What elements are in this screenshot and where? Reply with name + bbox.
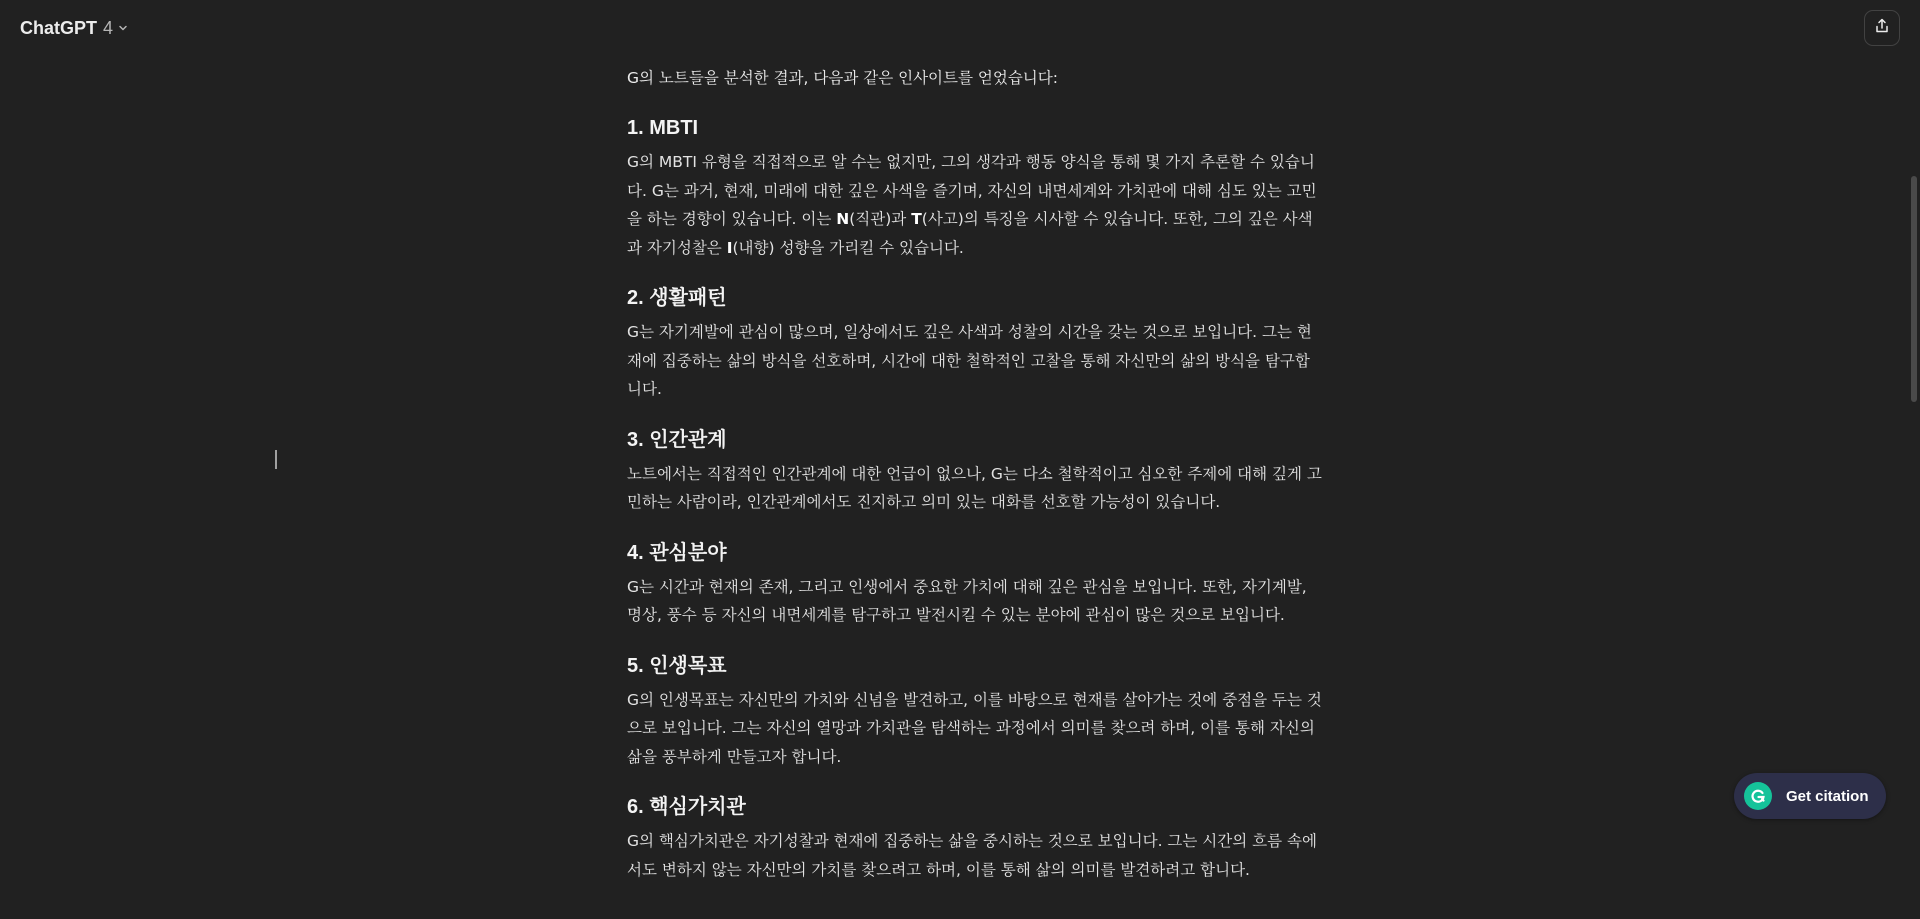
citation-label: Get citation	[1786, 787, 1869, 805]
section-body: 노트에서는 직접적인 인간관계에 대한 언급이 없으나, G는 다소 철학적이고 심오한 주제에 대해 깊게 고민하는 사람이라, 인간관계에서도 진지하고 의미 있는 대화를 선호할 가능성이 있습니다.	[627, 464, 1322, 511]
section-body: G의 핵심가치관은 자기성찰과 현재에 집중하는 삶을 중시하는 것으로 보입니다. 그는 시간의 흐름 속에서도 변하지 않는 자신만의 가치를 찾으려고 하며, 이를 통해 삶의 의미를 발견하려고 합니다.	[627, 832, 1317, 879]
scrollbar[interactable]	[1908, 0, 1920, 919]
section-body: G의 인생목표는 자신만의 가치와 신념을 발견하고, 이를 바탕으로 현재를 살아가는 것에 중점을 두는 것으로 보입니다. 그는 자신의 열망과 가치관을 탐색하는 과정에서 의미를 찾으려 하며, 이를 통해 자신의 삶을 풍부하게 만들고자 합니다.	[627, 690, 1322, 766]
section-interests	[627, 539, 1323, 630]
section-core-values	[627, 793, 1323, 884]
section-title: 6. 핵심가치관	[627, 796, 746, 818]
section-mbti	[627, 114, 1323, 262]
section-title: 1. MBTI	[627, 117, 699, 139]
share-button[interactable]	[1864, 10, 1900, 46]
model-name: ChatGPT	[20, 17, 98, 38]
model-selector-button[interactable]	[12, 12, 136, 44]
section-life-pattern	[627, 284, 1323, 404]
section-title: 3. 인간관계	[627, 428, 727, 451]
assistant-message	[627, 42, 1323, 884]
section-title: 2. 생활패턴	[627, 287, 727, 309]
grammarly-g-icon	[1744, 782, 1772, 810]
section-title: 5. 인생목표	[627, 654, 727, 677]
top-bar	[0, 0, 1920, 56]
section-life-goals	[627, 652, 1323, 772]
section-body: G는 시간과 현재의 존재, 그리고 인생에서 중요한 가치에 대해 깊은 관심을 보입니다. 또한, 자기계발, 명상, 풍수 등 자신의 내면세계를 탐구하고 발전시킬 수 있는 분야에 관심이 많은 것으로 보입니다.	[627, 577, 1307, 624]
share-icon	[1874, 18, 1890, 38]
get-citation-button[interactable]	[1734, 773, 1886, 819]
scrollbar-thumb[interactable]	[1911, 176, 1917, 402]
chevron-down-icon	[118, 23, 128, 33]
model-version: 4	[103, 17, 114, 38]
message-intro: G의 노트들을 분석한 결과, 다음과 같은 인사이트를 얻었습니다:	[627, 69, 1058, 87]
section-relationships	[627, 426, 1323, 517]
text-cursor	[275, 450, 277, 469]
section-title: 4. 관심분야	[627, 541, 727, 564]
section-body: G의 MBTI 유형을 직접적으로 알 수는 없지만, 그의 생각과 행동 양식을 통해 몇 가지 추론할 수 있습니다. G는 과거, 현재, 미래에 대한 깊은 사색을 즐기며, 자신의 내면세계와 가치관에 대해 심도 있는 고민을 하는 경향이 있습니다. 이는 N(직관)과 T(사고)의 특징을 시사할 수 있습니다. 또한, 그의 깊은 사색과 자기성찰은 I(내향) 성향을 가리킬 수 있습니다.	[627, 153, 1317, 257]
section-body: G는 자기계발에 관심이 많으며, 일상에서도 깊은 사색과 성찰의 시간을 갖는 것으로 보입니다. 그는 현재에 집중하는 삶의 방식을 선호하며, 시간에 대한 철학적인 고찰을 통해 자신만의 삶의 방식을 탐구합니다.	[627, 323, 1312, 398]
